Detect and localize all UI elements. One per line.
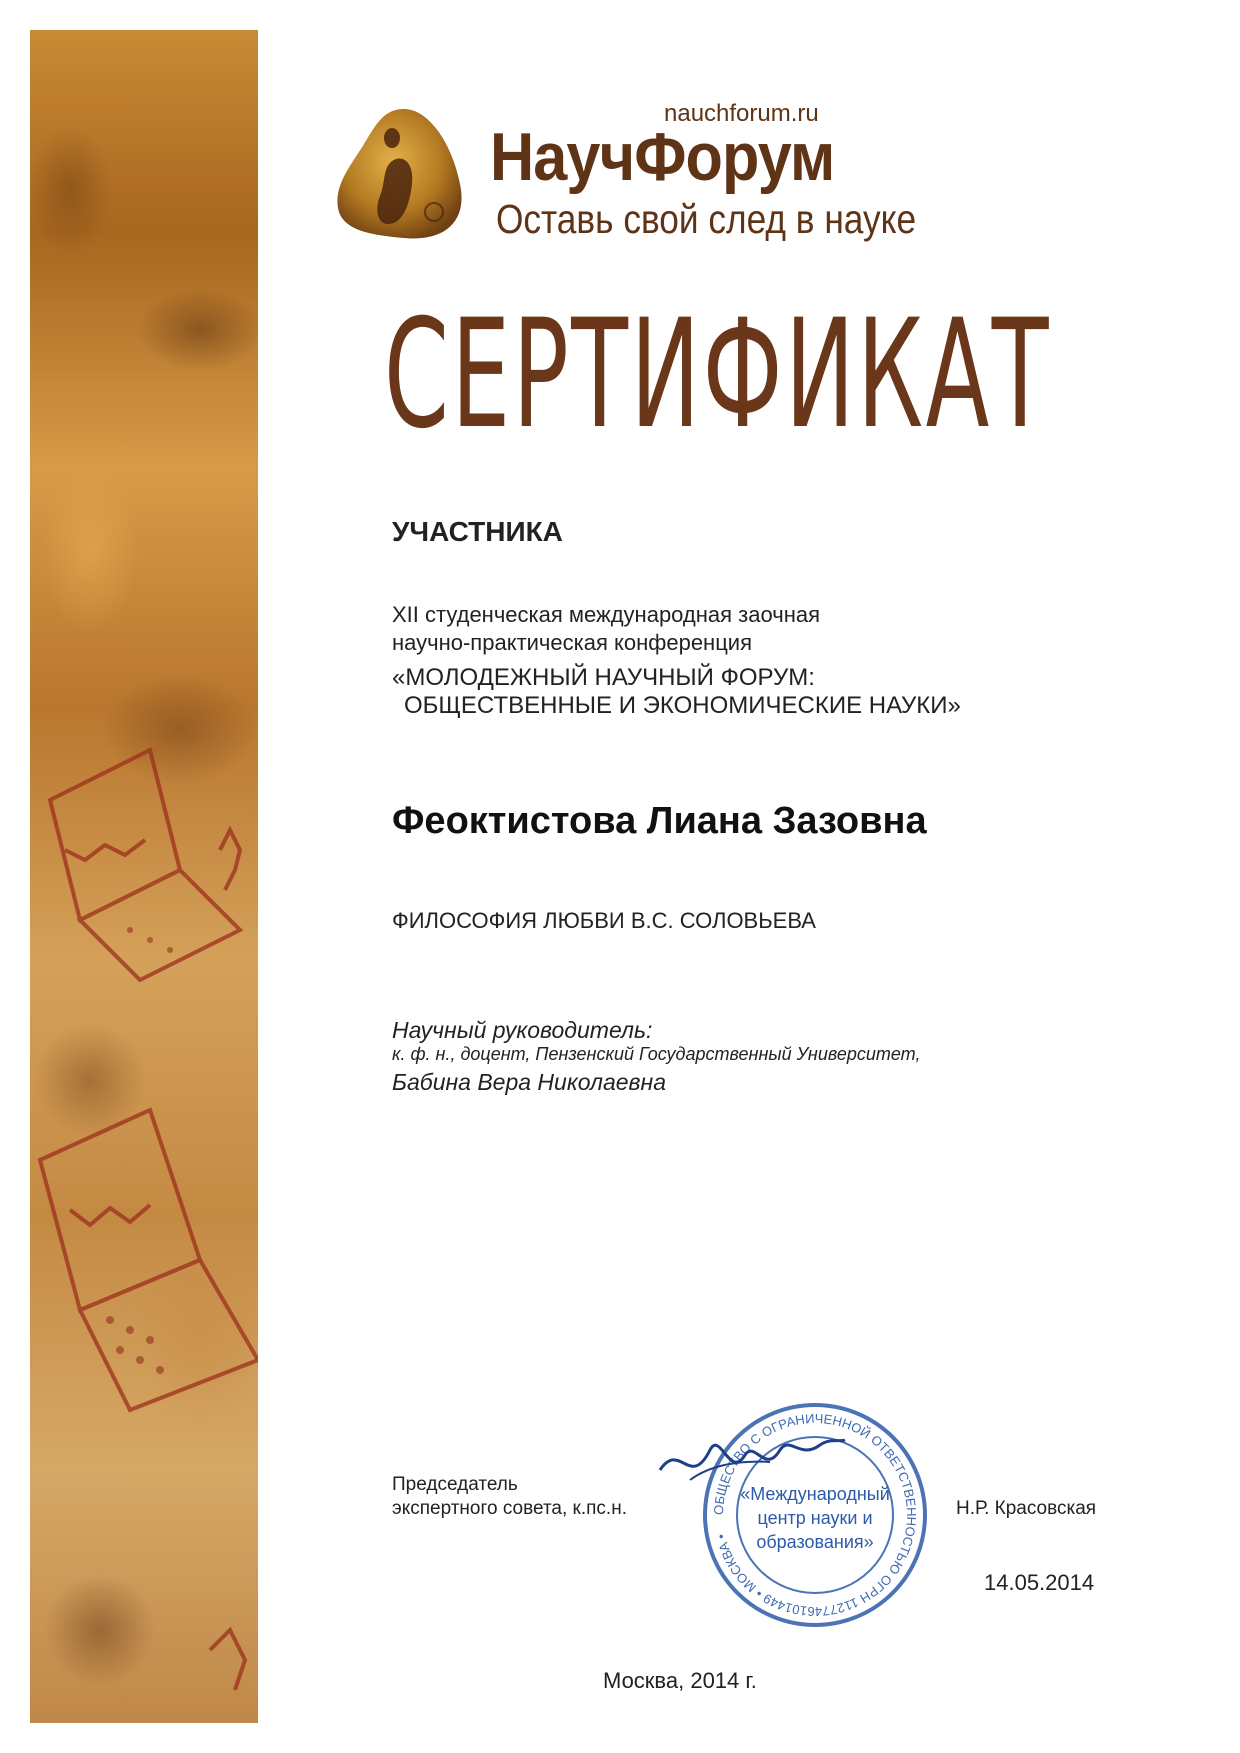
decorative-side-strip — [30, 30, 258, 1723]
chair-title-line-2: экспертного совета, к.пс.н. — [392, 1498, 627, 1519]
advisor-title: Научный руководитель: — [392, 1017, 653, 1043]
logo-name: НаучФорум — [490, 119, 835, 195]
seal-inner-line-2: центр науки и — [757, 1508, 873, 1528]
recipient-name: Феоктистова Лиана Зазовна — [392, 800, 927, 842]
conference-name-line-1: «МОЛОДЕЖНЫЙ НАУЧНЫЙ ФОРУМ: — [392, 664, 815, 691]
participant-label: УЧАСТНИКА — [392, 516, 563, 547]
chair-name: Н.Р. Красовская — [956, 1498, 1097, 1519]
cave-painting-illustration — [30, 30, 258, 1723]
conference-line-2: научно-практическая конференция — [392, 630, 753, 655]
issue-date: 14.05.2014 — [984, 1570, 1095, 1595]
chair-title-line-1: Председатель — [392, 1474, 518, 1495]
issue-city-year: Москва, 2014 г. — [603, 1668, 757, 1693]
advisor-details: к. ф. н., доцент, Пензенский Государственный Университет, — [392, 1044, 921, 1064]
advisor-name: Бабина Вера Николаевна — [392, 1069, 666, 1095]
seal-inner-line-3: образования» — [756, 1532, 874, 1552]
seal-inner-line-1: «Международный — [740, 1484, 890, 1504]
seal-ring-text: ОБЩЕСТВО С ОГРАНИЧЕННОЙ ОТВЕТСТВЕННОСТЬЮ ОГРН 1127746101449 • МОСКВА • — [710, 1410, 920, 1620]
paper-topic: ФИЛОСОФИЯ ЛЮБВИ В.С. СОЛОВЬЕВА — [392, 908, 816, 933]
conference-line-1: XII студенческая международная заочная — [392, 602, 821, 627]
conference-name-line-2: ОБЩЕСТВЕННЫЕ И ЭКОНОМИЧЕСКИЕ НАУКИ» — [404, 692, 961, 719]
logo-slogan: Оставь свой след в науке — [496, 196, 917, 242]
logo-url: nauchforum.ru — [664, 100, 819, 127]
handwritten-signature — [650, 1420, 850, 1500]
footprint-stone-icon — [334, 104, 466, 244]
certificate-title: СЕРТИФИКАТ — [384, 288, 1052, 462]
